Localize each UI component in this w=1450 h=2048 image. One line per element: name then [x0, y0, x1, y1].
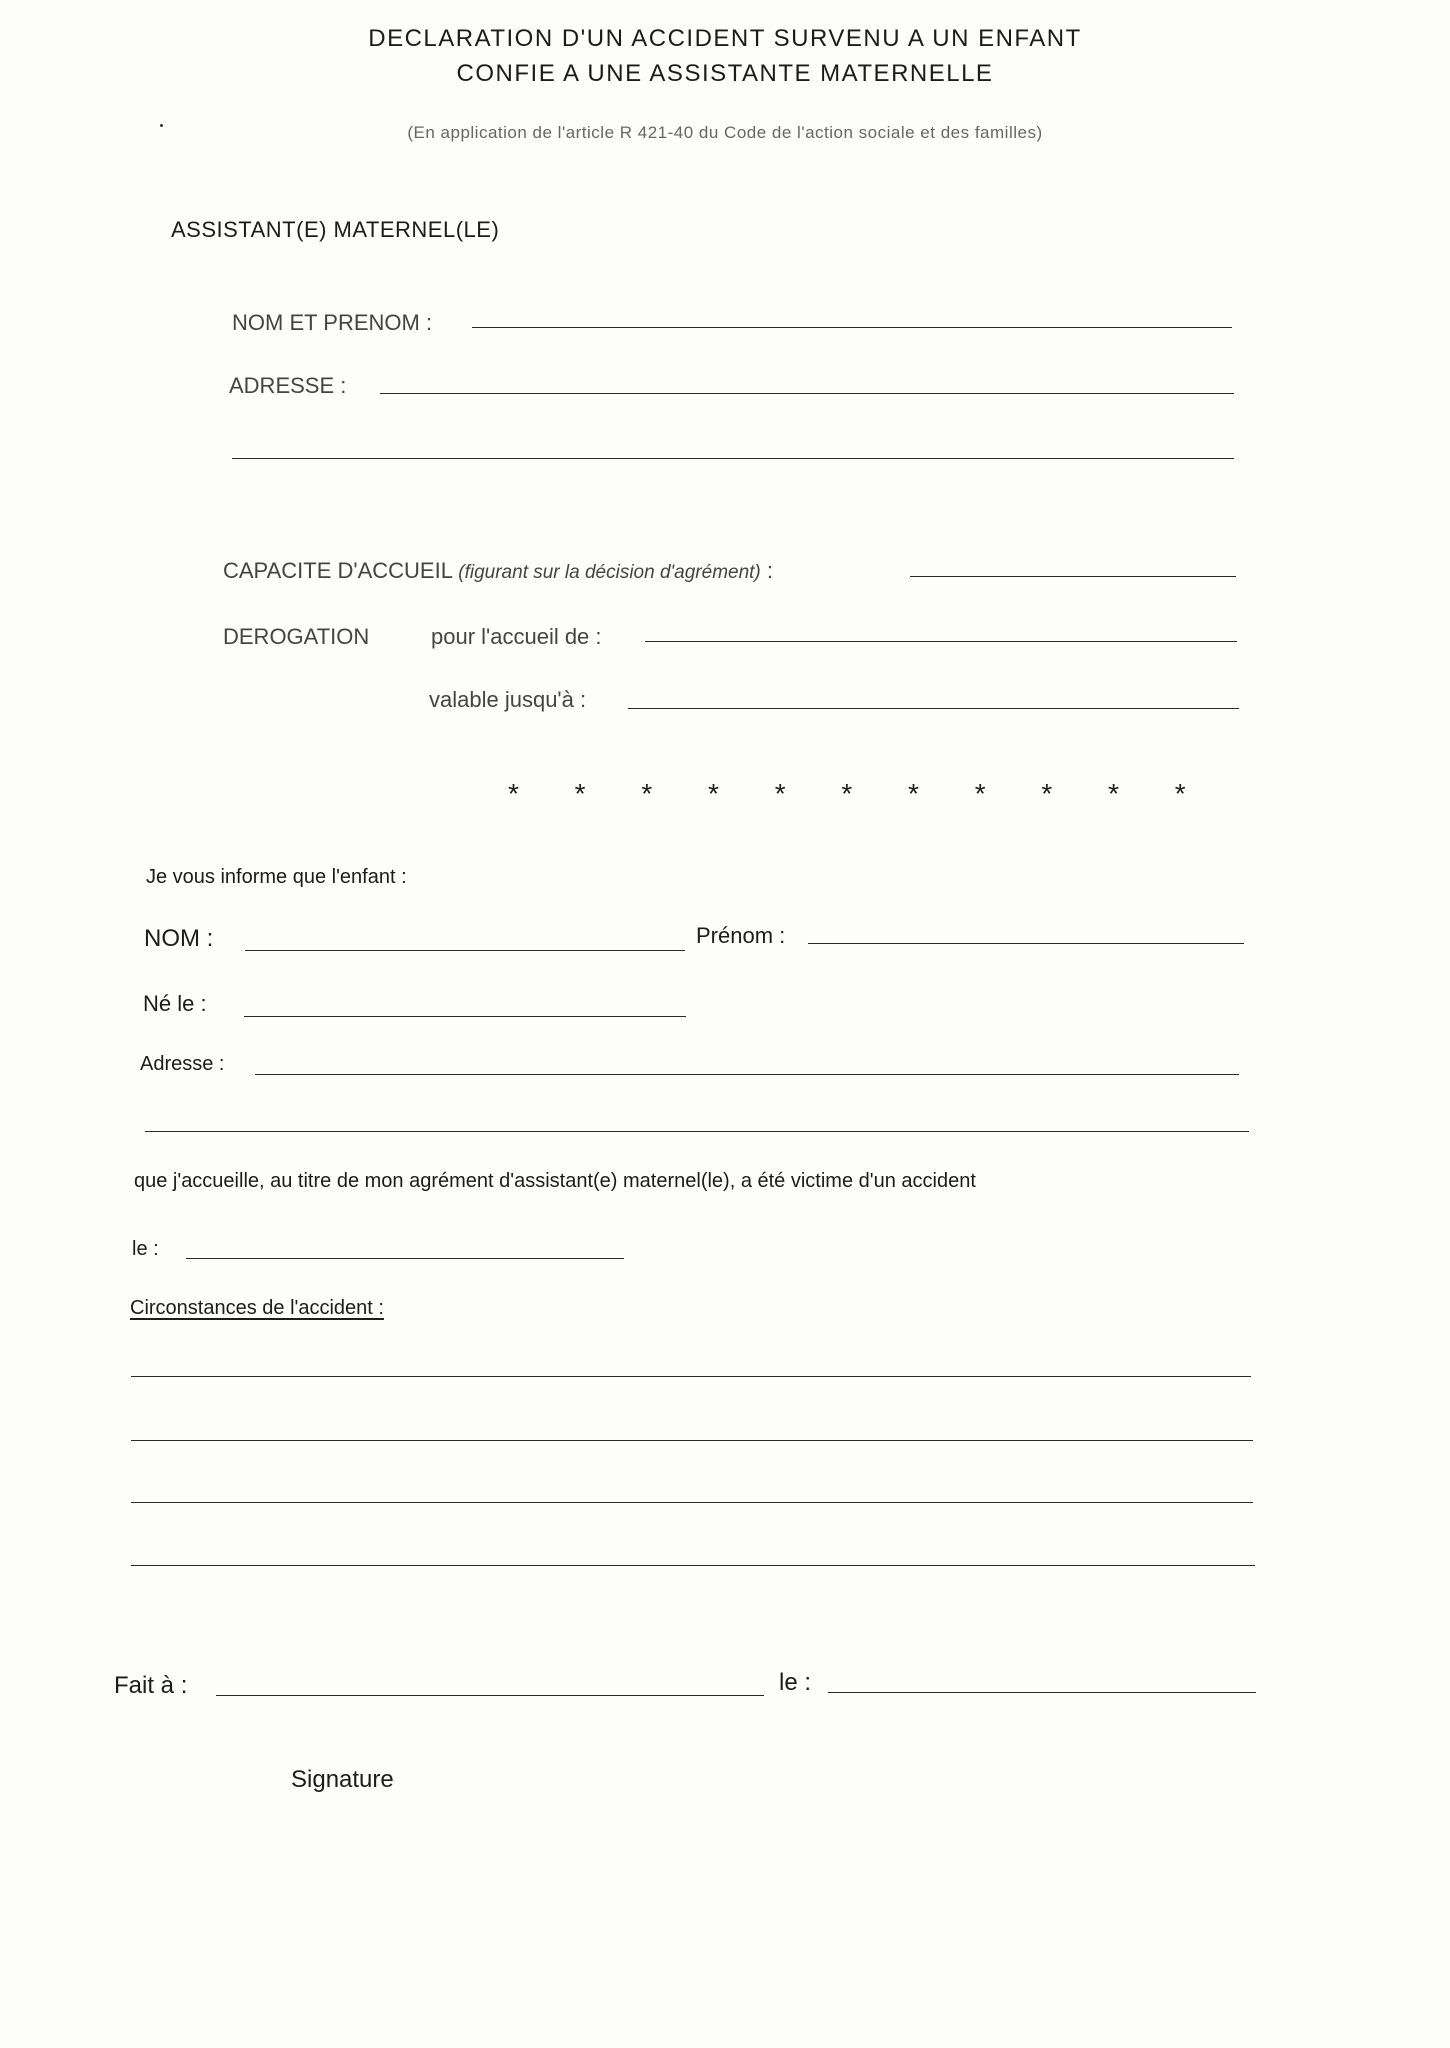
- assistant-name-field[interactable]: [472, 327, 1232, 328]
- child-nom-field[interactable]: [245, 950, 685, 951]
- place-label: Fait à :: [114, 1672, 188, 1699]
- accident-date-label: le :: [132, 1238, 159, 1260]
- capacity-note: (figurant sur la décision d'agrément): [458, 562, 761, 583]
- capacity-label-group: [223, 558, 773, 584]
- circumstances-field-2[interactable]: [131, 1440, 1253, 1441]
- capacity-colon: :: [766, 558, 774, 583]
- child-address-field-1[interactable]: [255, 1074, 1239, 1075]
- accident-date-field[interactable]: [186, 1258, 624, 1259]
- scan-speck: [160, 124, 163, 127]
- capacity-label: CAPACITE D'ACCUEIL: [223, 558, 453, 583]
- assistant-heading: ASSISTANT(E) MATERNEL(LE): [171, 217, 500, 242]
- child-born-field[interactable]: [244, 1016, 686, 1017]
- place-field[interactable]: [216, 1695, 764, 1696]
- form-subtitle: (En application de l'article R 421-40 du Code de l'action sociale et des familles): [407, 123, 1043, 142]
- child-born-label: Né le :: [143, 991, 207, 1016]
- assistant-address-field-1[interactable]: [380, 393, 1234, 394]
- child-address-label: Adresse :: [140, 1053, 225, 1075]
- valid-until-field[interactable]: [628, 708, 1239, 709]
- circumstances-field-4[interactable]: [131, 1565, 1255, 1566]
- circumstances-label: Circonstances de l'accident :: [130, 1297, 384, 1319]
- derogation-label: DEROGATION: [223, 624, 370, 649]
- assistant-address-label: ADRESSE :: [229, 373, 347, 398]
- derogation-for-label: pour l'accueil de :: [431, 624, 602, 649]
- child-prenom-field[interactable]: [808, 943, 1244, 944]
- section-separator: * * * * * * * * * * *: [508, 778, 1210, 809]
- child-intro: Je vous informe que l'enfant :: [146, 866, 407, 888]
- form-title-line2: CONFIE A UNE ASSISTANTE MATERNELLE: [456, 60, 994, 87]
- child-address-field-2[interactable]: [145, 1131, 1249, 1132]
- accident-statement: que j'accueille, au titre de mon agrément d'assistant(e) maternel(le), a été victime d'un accident: [134, 1170, 976, 1192]
- valid-until-label: valable jusqu'à :: [429, 687, 587, 712]
- footer-date-label: le :: [779, 1669, 812, 1696]
- capacity-field[interactable]: [910, 576, 1236, 577]
- child-nom-label: NOM :: [144, 925, 214, 952]
- assistant-address-field-2[interactable]: [232, 458, 1234, 459]
- form-title-line1: DECLARATION D'UN ACCIDENT SURVENU A UN ENFANT: [368, 25, 1082, 52]
- assistant-name-label: NOM ET PRENOM :: [232, 310, 433, 335]
- circumstances-field-3[interactable]: [131, 1502, 1253, 1503]
- footer-date-field[interactable]: [828, 1692, 1256, 1693]
- derogation-for-field[interactable]: [645, 641, 1237, 642]
- child-prenom-label: Prénom :: [696, 923, 786, 948]
- circumstances-field-1[interactable]: [131, 1376, 1251, 1377]
- signature-label: Signature: [291, 1766, 394, 1793]
